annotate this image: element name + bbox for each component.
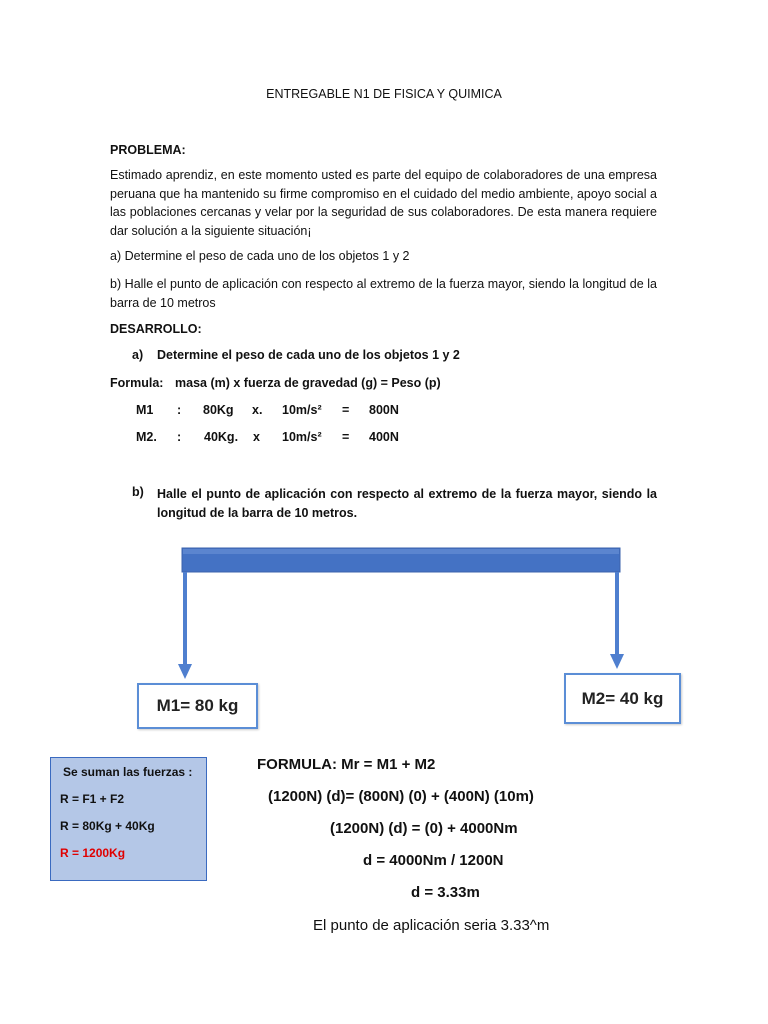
- problema-heading: PROBLEMA:: [110, 143, 186, 157]
- m1-box: [137, 683, 258, 729]
- dev-a-label: a): [132, 348, 144, 362]
- desarrollo-heading: DESARROLLO:: [110, 322, 202, 336]
- row-name: M1: [136, 403, 154, 417]
- row-g: 10m/s²: [282, 403, 322, 417]
- formula-label: Formula:: [110, 376, 164, 390]
- question-a: a) Determine el peso de cada uno de los objetos 1 y 2: [110, 249, 410, 263]
- problema-text: Estimado aprendiz, en este momento usted es parte del equipo de colaboradores de una empresa peruana que ha mantenido su firme compromiso en el cuidado del medio ambiente, apoyo social a las poblaciones cercanas y velar por la seguridad de sus colaboradores. De esta manera requiere dar solución a la siguiente situación¡: [110, 168, 657, 238]
- formula-3: (1200N) (d) = (0) + 4000Nm: [330, 820, 518, 837]
- m1-label: M1= 80 kg: [156, 696, 239, 715]
- question-b: b) Halle el punto de aplicación con respecto al extremo de la fuerza mayor, siendo la longitud de la barra de 10 metros: [110, 277, 657, 310]
- m2-box: [564, 673, 681, 724]
- formula-text: masa (m) x fuerza de gravedad (g) = Peso (p): [175, 376, 441, 390]
- formula-5: d = 3.33m: [411, 884, 480, 901]
- sum-forces-box: [50, 757, 207, 881]
- m1-arrow-head: [178, 664, 192, 679]
- row-eq: =: [342, 403, 350, 417]
- row-eq: =: [342, 430, 350, 444]
- dev-a-text: Determine el peso de cada uno de los objetos 1 y 2: [157, 348, 460, 362]
- sum-line-2: R = 80Kg + 40Kg: [60, 819, 155, 833]
- document-title: ENTREGABLE N1 DE FISICA Y QUIMICA: [266, 87, 502, 101]
- formula-4: d = 4000Nm / 1200N: [363, 852, 504, 869]
- dev-b-text: Halle el punto de aplicación con respecto al extremo de la fuerza mayor, siendo la longitud de la barra de 10 metros.: [157, 487, 657, 520]
- sum-line-3: R = 1200Kg: [60, 846, 126, 860]
- row-op: x: [253, 430, 260, 444]
- mass-row-m1: [0, 403, 768, 419]
- row-mass: 40Kg.: [204, 430, 239, 444]
- row-colon: :: [177, 403, 182, 417]
- sum-line-1: R = F1 + F2: [60, 792, 125, 806]
- m2-arrow-head: [610, 654, 624, 669]
- row-colon: :: [177, 430, 182, 444]
- formula-2: (1200N) (d)= (800N) (0) + (400N) (10m): [268, 788, 534, 805]
- row-mass: 80Kg: [203, 403, 234, 417]
- formula-1: FORMULA: Mr = M1 + M2: [257, 756, 436, 773]
- row-op: x.: [252, 403, 263, 417]
- row-result: 400N: [369, 430, 399, 444]
- row-g: 10m/s²: [282, 430, 322, 444]
- row-name: M2.: [136, 430, 157, 444]
- mass-row-m2: [0, 430, 768, 446]
- dev-b-label: b): [132, 485, 144, 499]
- conclusion: El punto de aplicación seria 3.33^m: [313, 917, 550, 934]
- row-result: 800N: [369, 403, 399, 417]
- m2-label: M2= 40 kg: [581, 688, 664, 708]
- sum-title: Se suman las fuerzas :: [63, 765, 193, 779]
